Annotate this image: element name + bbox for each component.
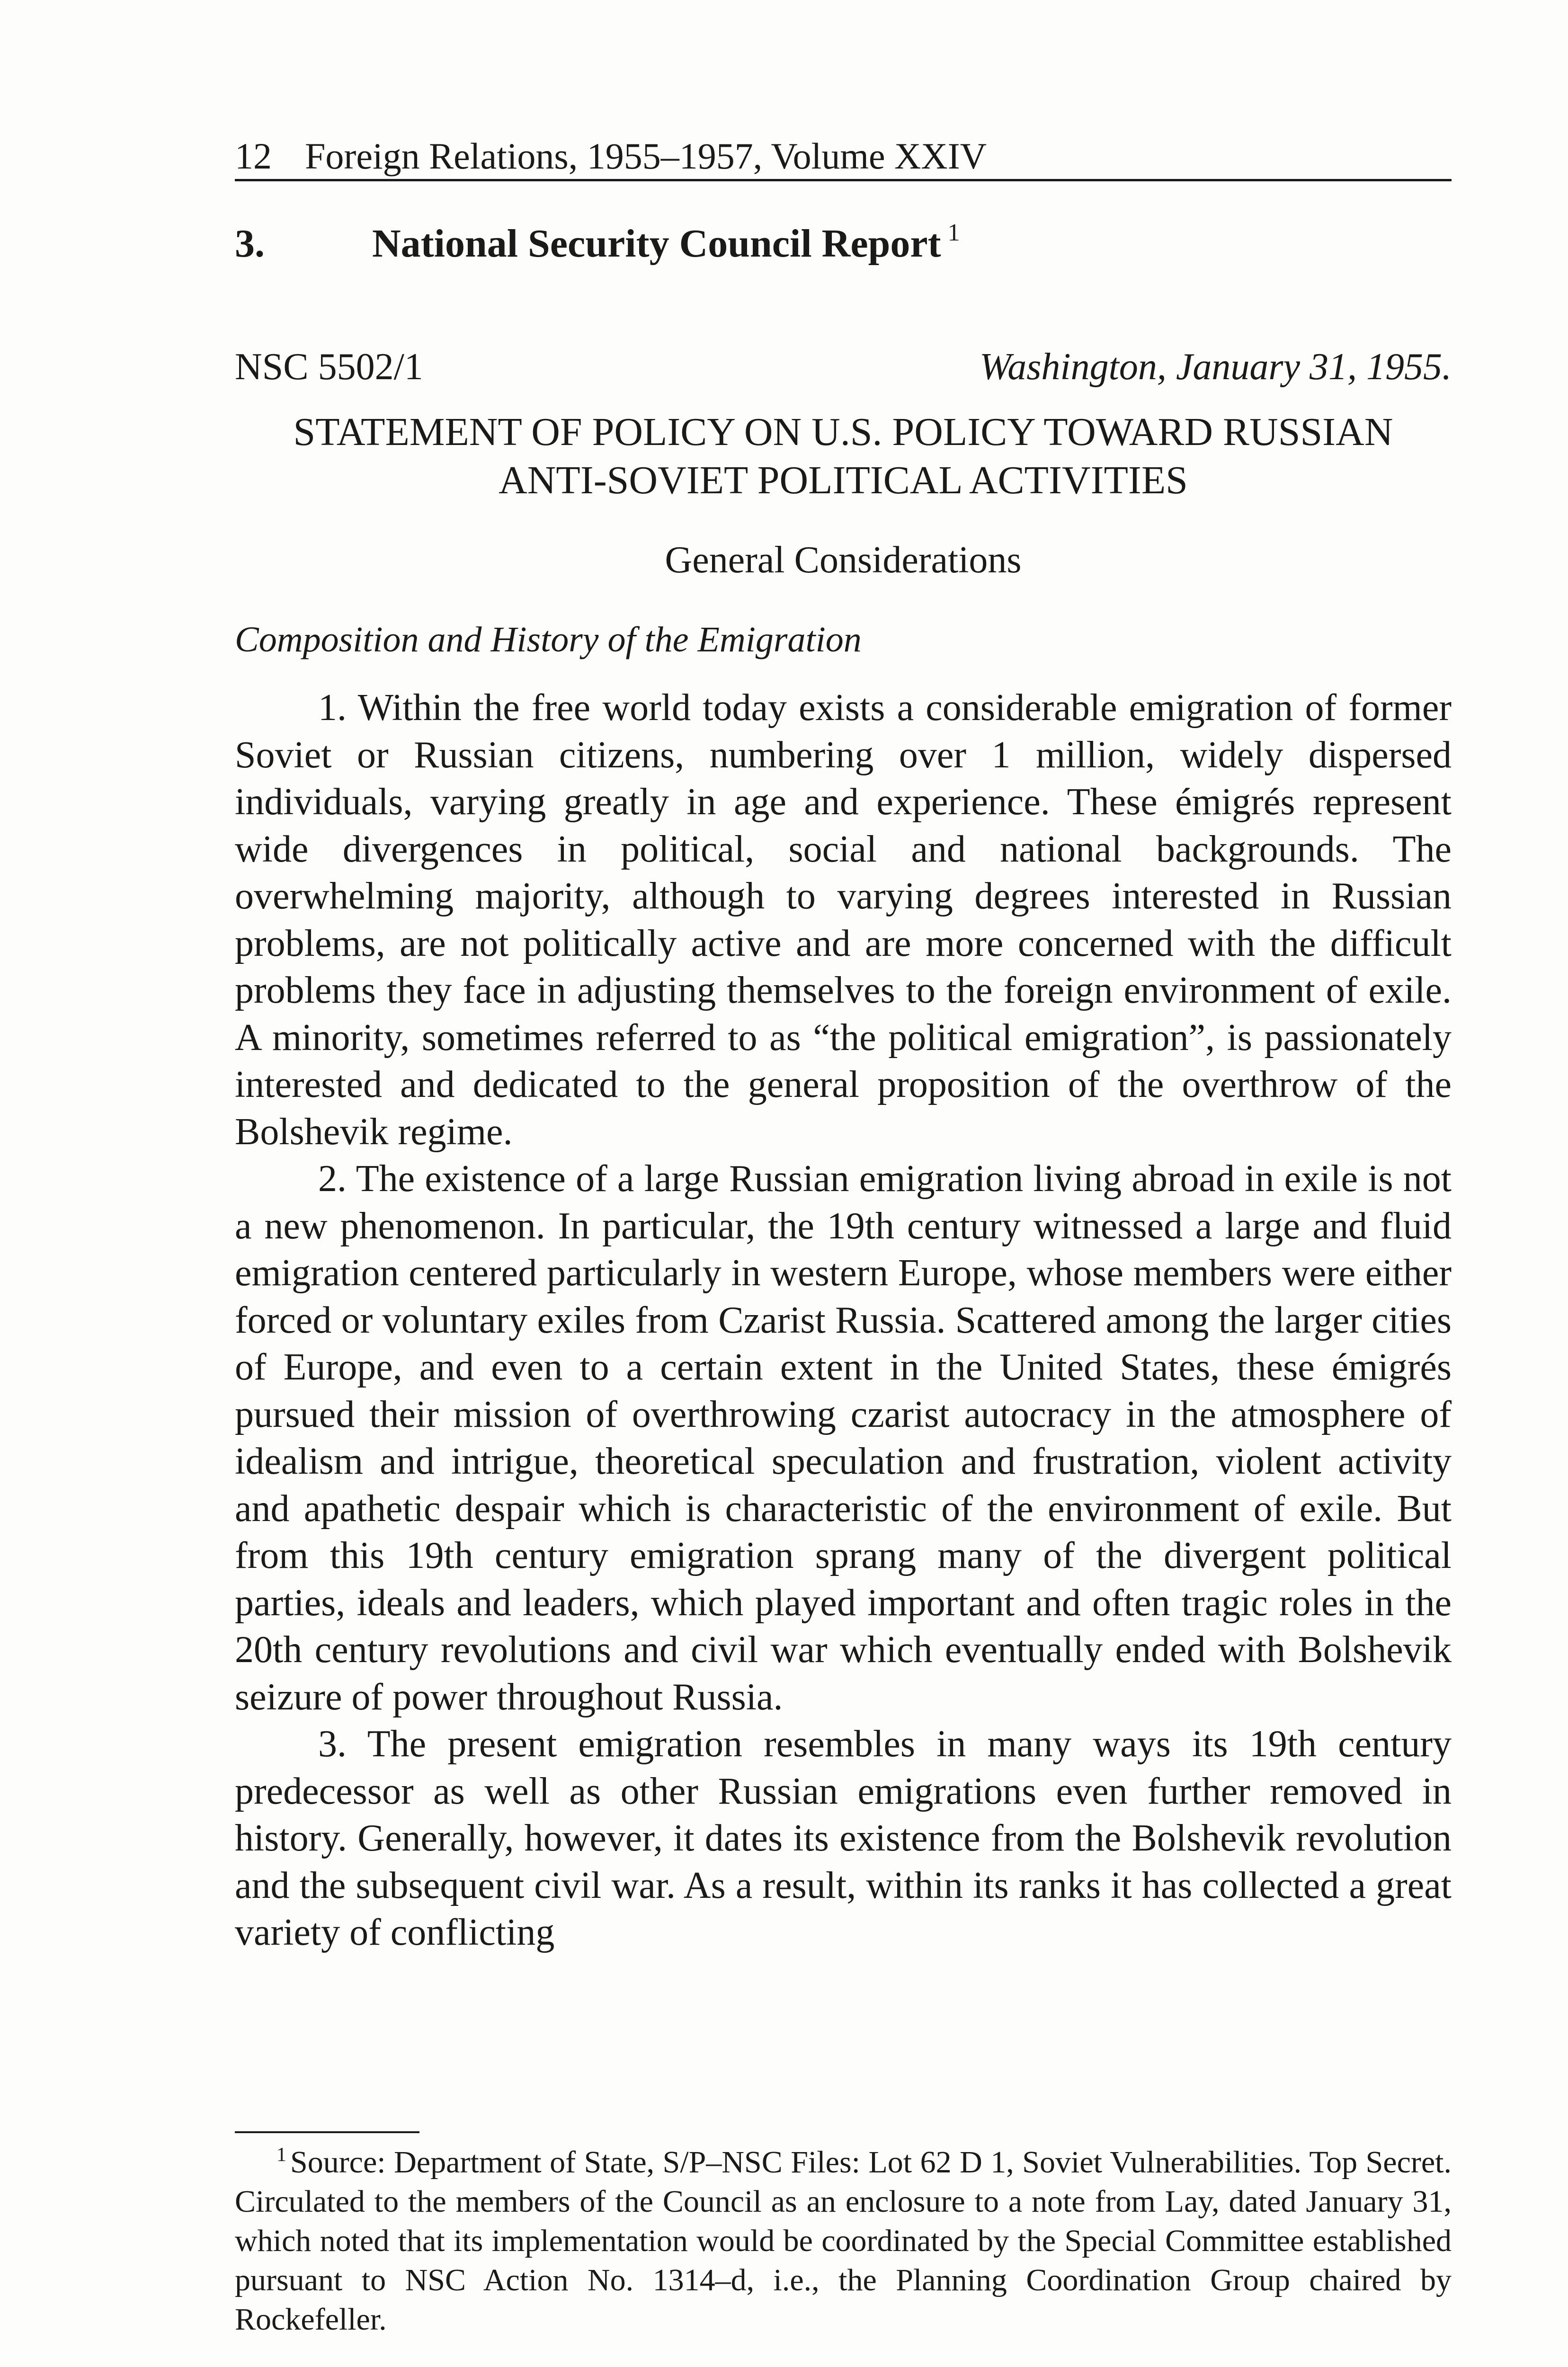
body-text [235,685,1452,1957]
paragraph-3: 3. The present emigration resembles in many ways its 19th century predecessor as well as other Russian emigrations even further removed in history. Generally, however, it dates its existence from the Bolshevik revolution and the subsequent civil war. As a result, within its ranks it has collected a great variety of conflicting [235,1723,1452,1953]
document-heading [235,218,960,270]
policy-title [235,408,1452,505]
footnote-marker: 1 [276,2144,286,2166]
running-head [235,133,1452,180]
document-title: National Security Council Report [372,222,941,266]
series-title: Foreign Relations, 1955–1957, Volume XXIV [305,135,987,177]
running-head-rule [235,179,1452,181]
paragraph-1: 1. Within the free world today exists a considerable emigration of former Soviet or Russian citizens, numbering over 1 million, widely dispersed individuals, varying greatly in age and experience. These émigrés represent wide divergences in political, social and national backgrounds. The overwhelming majority, although to varying degrees interested in Russian problems, are not politically active and are more concerned with the difficult problems they face in adjusting themselves to the foreign environment of exile. A minority, sometimes referred to as “the political emigration”, is passionately interested and dedicated to the general proposition of the overthrow of the Bolshevik regime. [235,687,1452,1153]
policy-title-line-2: ANTI-SOVIET POLITICAL ACTIVITIES [499,458,1188,502]
document-identifier: NSC 5502/1 [235,346,423,388]
footnote-text: Source: Department of State, S/P–NSC Files: Lot 62 D 1, Soviet Vulnerabilities. Top Secret. Circulated to the members of the Council as an enclosure to a note from Lay, dated January 31, which noted that its implementation would be coordinated by the Special Committee established pursuant to NSC Action No. 1314–d, i.e., the Planning Coordination Group chaired by Rockefeller. [235,2145,1452,2337]
document-number: 3. [235,222,265,266]
dateline [235,341,1452,393]
footnote-rule [235,2131,419,2133]
place-and-date: Washington, January 31, 1955. [979,346,1452,388]
subsection-heading: Composition and History of the Emigration [235,620,862,659]
section-heading: General Considerations [665,539,1022,581]
footnote-reference: 1 [947,219,960,246]
policy-title-line-1: STATEMENT OF POLICY ON U.S. POLICY TOWARD RUSSIAN [293,410,1393,454]
paragraph-2: 2. The existence of a large Russian emigration living abroad in exile is not a new phenomenon. In particular, the 19th century witnessed a large and fluid emigration centered particularly in western Europe, whose members were either forced or voluntary exiles from Czarist Russia. Scattered among the larger cities of Europe, and even to a certain extent in the United States, these émigrés pursued their mission of overthrowing czarist autocracy in the atmosphere of idealism and intrigue, theoretical speculation and frustration, violent activity and apathetic despair which is characteristic of the environment of exile. But from this 19th century emigration sprang many of the divergent political parties, ideals and leaders, which played important and often tragic roles in the 20th century revolutions and civil war which eventually ended with Bolshevik seizure of power throughout Russia. [235,1158,1452,1718]
footnote [235,2143,1452,2339]
page-number: 12 [235,135,272,177]
